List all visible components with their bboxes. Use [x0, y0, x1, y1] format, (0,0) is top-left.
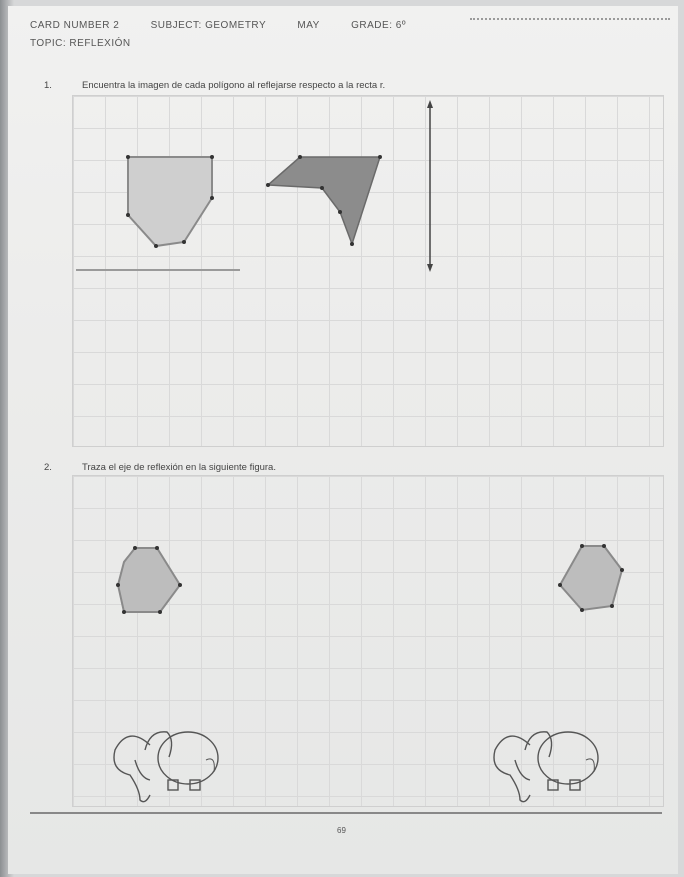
question-2-text: Traza el eje de reflexión en la siguiente figura. — [82, 462, 276, 473]
elephant-right — [494, 732, 598, 802]
question-1-number: 1. — [44, 80, 52, 91]
question-2-number: 2. — [44, 462, 52, 473]
question-1-text: Encuentra la imagen de cada polígono al reflejarse respecto a la recta r. — [82, 80, 386, 91]
reflection-line-r — [427, 100, 433, 272]
polygon-ghij — [266, 155, 382, 246]
elephant-left — [114, 732, 218, 802]
hexagon-left — [116, 546, 182, 614]
hexagon-right — [558, 544, 624, 612]
polygon-abcdef — [126, 155, 214, 248]
month: MAY — [297, 20, 320, 31]
page-number: 69 — [337, 826, 346, 835]
subject: SUBJECT: GEOMETRY — [150, 20, 267, 31]
grade: GRADE: 6º — [351, 20, 406, 31]
card-number: CARD NUMBER 2 — [30, 20, 120, 31]
bottom-rule — [30, 812, 662, 814]
topic: TOPIC: REFLEXIÓN — [30, 38, 131, 49]
